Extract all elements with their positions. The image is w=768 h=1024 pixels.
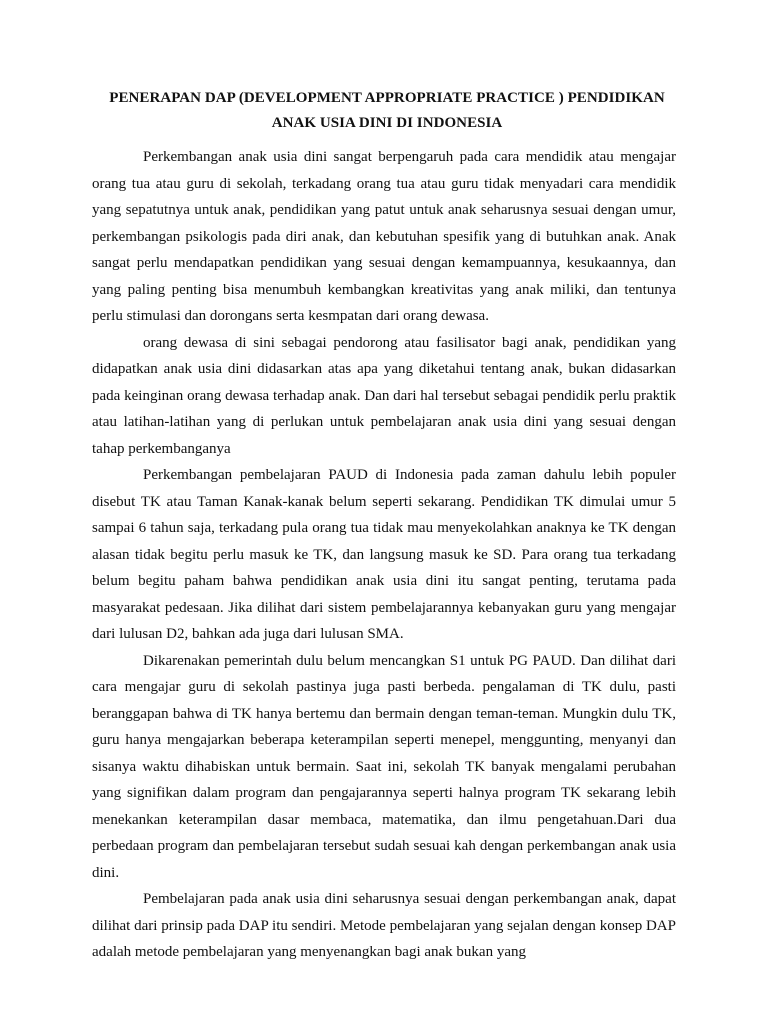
document-body: [92, 144, 676, 966]
document-title: [92, 86, 682, 135]
paragraph-4: Dikarenakan pemerintah dulu belum mencangkan S1 untuk PG PAUD. Dan dilihat dari cara mengajar guru di sekolah pastinya juga pasti berbeda. pengalaman di TK dulu, pasti beranggapan bahwa di TK hanya bertemu dan bermain dengan teman-teman. Mungkin dulu TK, guru hanya mengajarkan beberapa keterampilan seperti menepel, menggunting, menyanyi dan sisanya waktu dihabiskan untuk bermain. Saat ini, sekolah TK banyak mengalami perubahan yang signifikan dalam program dan pengajarannya seperti halnya program TK sekarang lebih menekankan keterampilan dasar membaca, matematika, dan ilmu pengetahuan.Dari dua perbedaan program dan pembelajaran tersebut sudah sesuai kah dengan perkembangan anak usia dini.: [92, 652, 676, 881]
paragraph-5: Pembelajaran pada anak usia dini seharusnya sesuai dengan perkembangan anak, dapat dilihat dari prinsip pada DAP itu sendiri. Metode pembelajaran yang sejalan dengan konsep DAP adalah metode pembelajaran yang menyenangkan bagi anak bukan yang: [92, 891, 676, 960]
paragraph-1: Perkembangan anak usia dini sangat berpengaruh pada cara mendidik atau mengajar orang tua atau guru di sekolah, terkadang orang tua atau guru tidak menyadari cara mendidik yang sepatutnya untuk anak, pendidikan yang patut untuk anak seharusnya sesuai dengan umur, perkembangan psikologis pada diri anak, dan kebutuhan spesifik yang di butuhkan anak. Anak sangat perlu mendapatkan pendidikan yang sesuai dengan kemampuannya, kesukaannya, dan yang paling penting bisa menumbuh kembangkan kreativitas yang anak miliki, dan tentunya perlu stimulasi dan dorongans serta kesmpatan dari orang dewasa.: [92, 149, 676, 324]
paragraph-2: orang dewasa di sini sebagai pendorong atau fasilisator bagi anak, pendidikan yang didapatkan anak usia dini didasarkan atas apa yang diketahui tentang anak, bukan didasarkan pada keinginan orang dewasa terhadap anak. Dan dari hal tersebut sebagai pendidik perlu praktik atau latihan-latihan yang di perlukan untuk pembelajaran anak usia dini yang sesuai dengan tahap perkembanganya: [92, 334, 676, 457]
title-line-2: ANAK USIA DINI DI INDONESIA: [271, 114, 503, 131]
paragraph-3: Perkembangan pembelajaran PAUD di Indonesia pada zaman dahulu lebih populer disebut TK atau Taman Kanak-kanak belum seperti sekarang. Pendidikan TK dimulai umur 5 sampai 6 tahun saja, terkadang pula orang tua tidak mau menyekolahkan anaknya ke TK dengan alasan tidak begitu perlu masuk ke TK, dan langsung masuk ke SD. Para orang tua terkadang belum begitu paham bahwa pendidikan anak usia dini itu sangat penting, terutama pada masyarakat pedesaan. Jika dilihat dari sistem pembelajarannya kebanyakan guru yang mengajar dari lulusan D2, bahkan ada juga dari lulusan SMA.: [92, 467, 676, 642]
title-line-1: PENERAPAN DAP (DEVELOPMENT APPROPRIATE PRACTICE ) PENDIDIKAN: [109, 90, 665, 106]
